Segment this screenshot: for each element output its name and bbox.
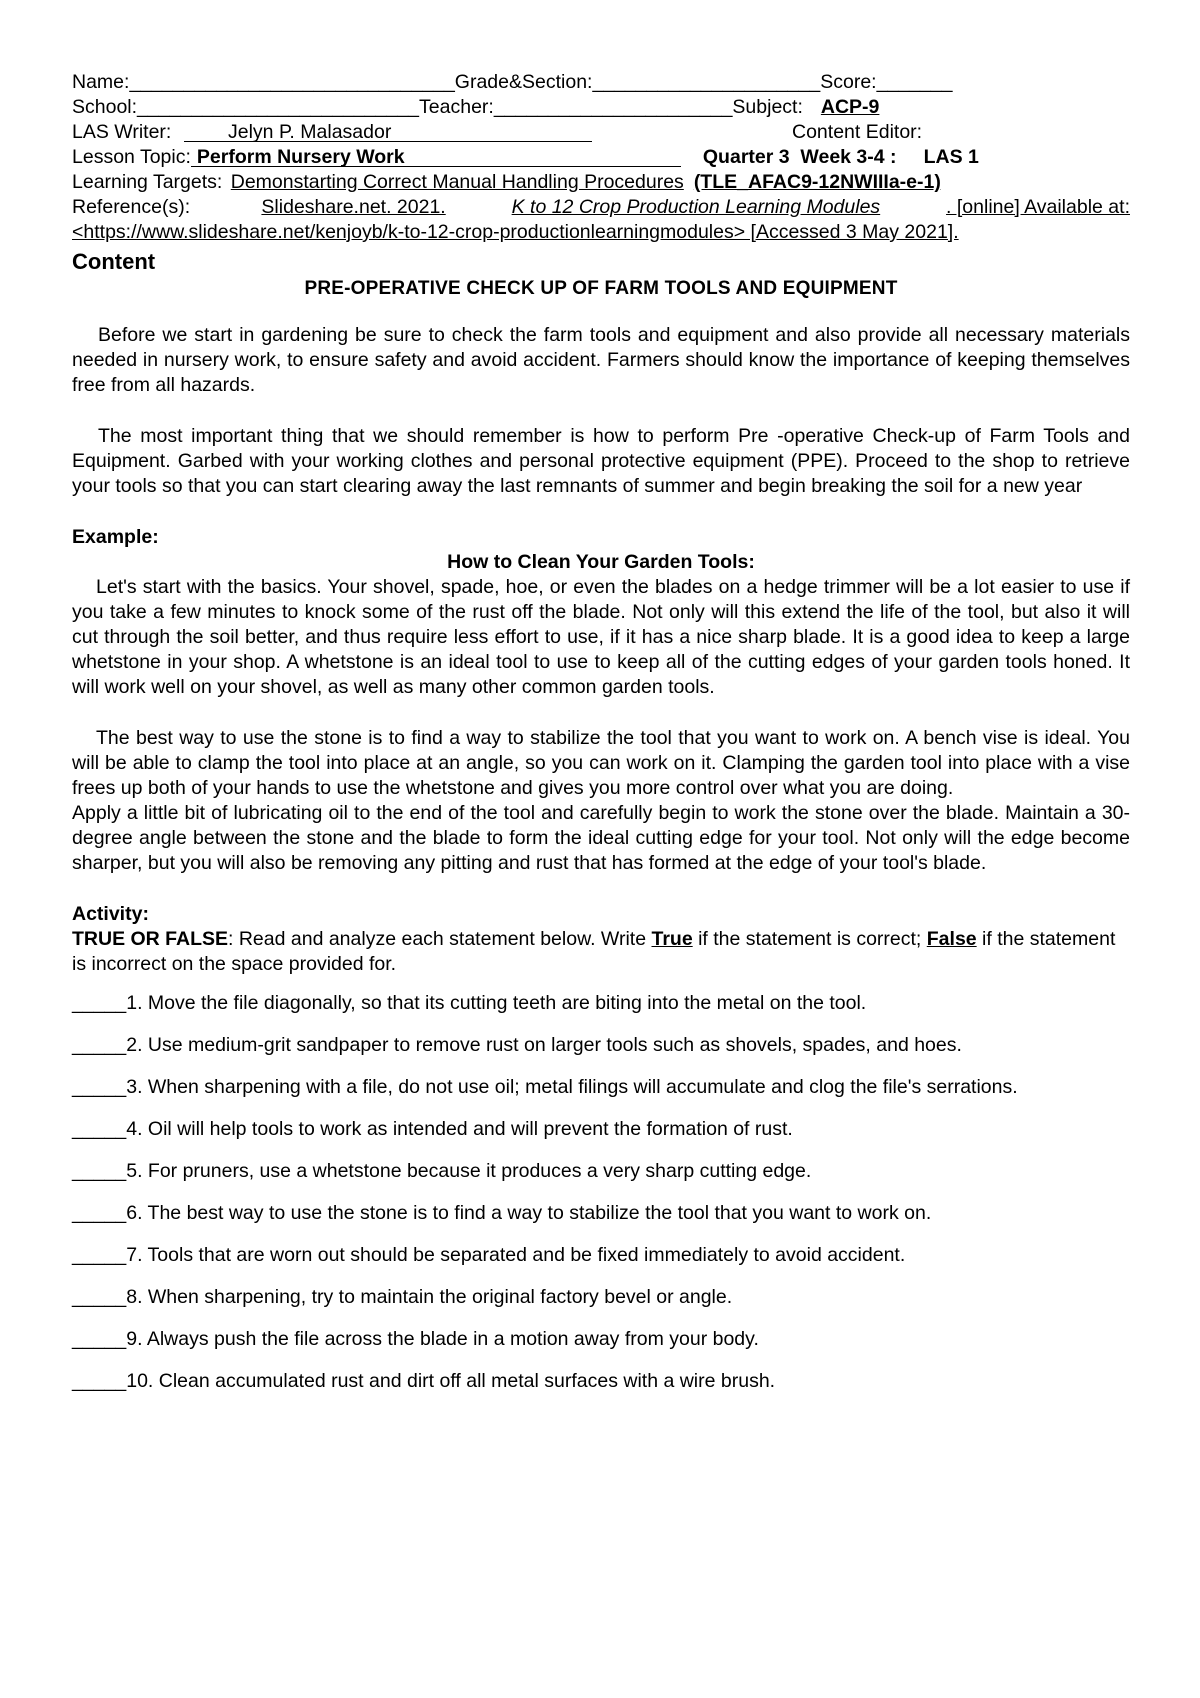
- lesson-topic-value-wrap: [191, 145, 681, 167]
- header-row-school: [72, 95, 1130, 120]
- list-item: _____5. For pruners, use a whetstone because it produces a very sharp cutting edge.: [72, 1160, 812, 1182]
- grade-section-blank: _____________________: [592, 71, 821, 93]
- teacher-blank: ______________________: [493, 96, 733, 118]
- activity-instructions: [72, 927, 1130, 977]
- example-label: Example:: [72, 526, 159, 548]
- paragraph-basics: Let's start with the basics. Your shovel, spade, hoe, or even the blades on a hedge trimmer will be a lot easier to use if you take a few minutes to knock some of the rust off the blade. Not only will this extend the life of the tool, but also it will cut through the soil better, and thus require less effort to use, if it has a nice sharp blade. It is a good idea to keep a large whetstone in your shop. A whetstone is an ideal tool to use to keep all of the cutting edges of your garden tools honed. It will work well on your shovel, as well as many other common garden tools.: [72, 576, 1130, 698]
- list-item: _____4. Oil will help tools to work as intended and will prevent the formation of rust.: [72, 1118, 793, 1140]
- instruction-part-b: if the statement is correct;: [692, 928, 927, 950]
- score-blank: _______: [876, 71, 953, 93]
- name-blank: ______________________________: [129, 71, 455, 93]
- paragraph-oil: Apply a little bit of lubricating oil to the end of the tool and carefully begin to work the stone over the blade. Maintain a 30-degree angle between the stone and the blade to form the ideal cutting edge for your tool. Not only will the edge become sharper, but you will also be removing any pitting and rust that has formed at the edge of your tool's blade.: [72, 802, 1130, 874]
- school-label: School:: [72, 96, 138, 118]
- las-writer-label: LAS Writer:: [72, 121, 172, 143]
- instruction-part-c: if the statement is incorrect on the space provided for.: [72, 928, 1116, 975]
- paragraph-stone: The best way to use the stone is to find a way to stabilize the tool that you want to work on. A bench vise is ideal. You will be able to clamp the tool into place at an angle, so you can work on it. Clamping the garden tool into place with a vise frees up both of your hands to use the whetstone and gives you more control over what you are doing.: [72, 727, 1130, 799]
- header-row-reference: [72, 195, 1130, 220]
- teacher-label: Teacher:: [419, 96, 494, 118]
- paragraph-important: The most important thing that we should remember is how to perform Pre -operative Check-up of Farm Tools and Equipment. Garbed with your working clothes and personal protective equipment (PPE). Proceed to the shop to retrieve your tools so that you can start clearing away the last remnants of summer and begin breaking the soil for a new year: [72, 425, 1130, 497]
- header-row-name: [72, 70, 1130, 95]
- list-item: _____8. When sharpening, try to maintain the original factory bevel or angle.: [72, 1286, 733, 1308]
- true-or-false-label: TRUE OR FALSE: [72, 928, 229, 950]
- header-row-targets: [72, 170, 1130, 195]
- list-item: _____2. Use medium-grit sandpaper to remove rust on larger tools such as shovels, spades, and hoes.: [72, 1034, 962, 1056]
- name-label: Name:: [72, 71, 130, 93]
- lesson-topic-label: Lesson Topic:: [72, 146, 191, 168]
- lesson-topic-value: Perform Nursery Work: [196, 146, 405, 168]
- reference-label: Reference(s):: [72, 196, 196, 218]
- las-writer-value: [184, 120, 592, 142]
- worksheet-page: [72, 70, 1130, 1411]
- reference-url-line: <https://www.slideshare.net/kenjoyb/k-to-12-crop-productionlearningmodules> [Accessed 3 May 2021].: [72, 221, 959, 243]
- list-item: _____10. Clean accumulated rust and dirt off all metal surfaces with a wire brush.: [72, 1370, 776, 1392]
- grade-section-label: Grade&Section:: [454, 71, 593, 93]
- learning-targets-value: Demonstarting Correct Manual Handling Procedures: [230, 171, 684, 193]
- reference-title: K to 12 Crop Production Learning Modules: [511, 196, 881, 218]
- las-writer-name: Jelyn P. Malasador: [228, 121, 392, 143]
- activity-label: Activity:: [72, 903, 149, 925]
- school-blank: __________________________: [137, 96, 420, 118]
- quarter-week-las: Quarter 3 Week 3-4 : LAS 1: [702, 146, 979, 168]
- false-word: False: [926, 928, 977, 950]
- list-item: _____1. Move the file diagonally, so that its cutting teeth are biting into the metal on the tool.: [72, 992, 867, 1014]
- content-heading: Content: [72, 249, 156, 274]
- example-title: How to Clean Your Garden Tools:: [447, 551, 755, 573]
- header-row-writer: [72, 120, 1130, 145]
- learning-targets-label: Learning Targets:: [72, 171, 228, 193]
- list-item: _____9. Always push the file across the blade in a motion away from your body.: [72, 1328, 759, 1350]
- list-item: _____6. The best way to use the stone is to find a way to stabilize the tool that you want to work on.: [72, 1202, 932, 1224]
- learning-targets-code: (TLE_AFAC9-12NWIIIa-e-1): [693, 171, 941, 193]
- section-title: PRE-OPERATIVE CHECK UP OF FARM TOOLS AND EQUIPMENT: [304, 278, 898, 299]
- list-item: _____3. When sharpening with a file, do not use oil; metal filings will accumulate and clog the file's serrations.: [72, 1076, 1018, 1098]
- content-editor-label: Content Editor:: [792, 121, 923, 143]
- instruction-part-a: : Read and analyze each statement below. Write: [228, 928, 652, 950]
- true-word: True: [651, 928, 693, 950]
- header-row-lesson: [72, 145, 1130, 170]
- reference-source: Slideshare.net. 2021.: [261, 196, 446, 218]
- subject-label: Subject:: [732, 96, 803, 118]
- reference-rest: . [online] Available at:: [946, 196, 1130, 218]
- score-label: Score:: [820, 71, 877, 93]
- subject-value: ACP-9: [820, 96, 880, 118]
- paragraph-intro: Before we start in gardening be sure to check the farm tools and equipment and also provide all necessary materials needed in nursery work, to ensure safety and avoid accident. Farmers should know the importance of keeping themselves free from all hazards.: [72, 324, 1130, 396]
- true-false-list: [72, 991, 1130, 1394]
- list-item: _____7. Tools that are worn out should be separated and be fixed immediately to avoid accident.: [72, 1244, 906, 1266]
